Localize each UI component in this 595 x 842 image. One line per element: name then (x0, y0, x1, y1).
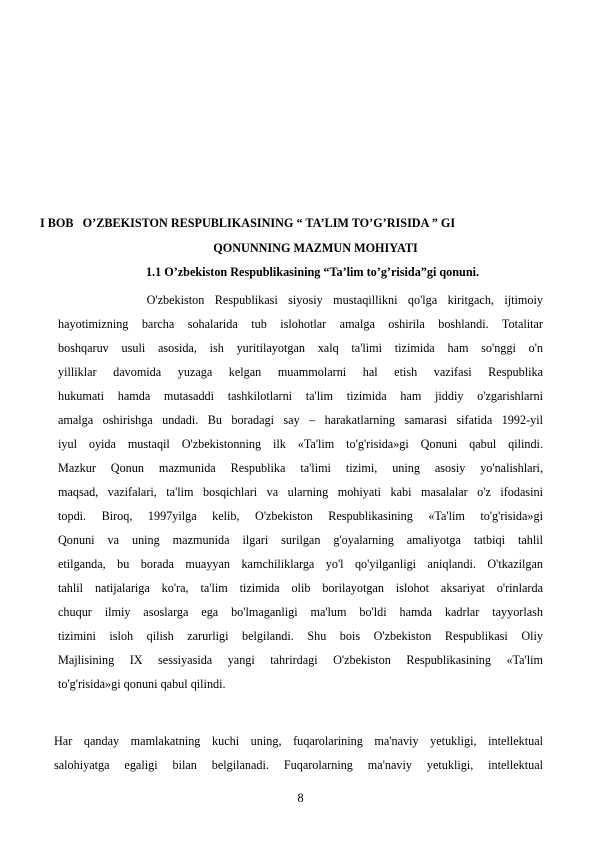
paragraph-line: iyul oyida mustaqil O'zbekistonning ilk «Ta'lim to'g'risida»gi Qonuni qabul qilindi. (58, 437, 543, 451)
paragraph-line: Qonuni va uning mazmunida ilgari surilgan g'oyalarning amaliyotga tatbiqi tahlil (58, 533, 543, 547)
paragraph-line: to'g'risida»gi qonuni qabul qilindi. (58, 677, 226, 691)
paragraph-line: amalga oshirishga undadi. Bu boradagi say – harakatlarning samarasi sifatida 1992-yil (58, 413, 543, 427)
page-number: 8 (297, 791, 304, 805)
paragraph-line: yilliklar davomida yuzaga kelgan muammolarni hal etish vazifasi Respublika (58, 365, 543, 379)
chapter-title-line-1: I BOB O’ZBEKISTON RESPUBLIKASINING “ TA’LIM TO’G’RISIDA ” GI (40, 216, 456, 230)
paragraph-line: tahlil natijalariga ko'ra, ta'lim tizimida olib borilayotgan islohot aksariyat o'rinlarda (58, 581, 543, 595)
paragraph-line: hukumati hamda mutasaddi tashkilotlarni ta'lim tizimida ham jiddiy o'zgarishlarni (58, 389, 543, 403)
section-heading: 1.1 O’zbekiston Respublikasining “Ta’lim to’g’risida”gi qonuni. (145, 265, 480, 279)
paragraph-line: Mazkur Qonun mazmunida Respublika ta'limi tizimi, uning asosiy yo'nalishlari, (58, 461, 543, 475)
chapter-title-line-2: QONUNNING MAZMUN MOHIYATI (213, 241, 418, 255)
paragraph-line: tizimini isloh qilish zarurligi belgilandi. Shu bois O'zbekiston Respublikasi Oliy (58, 629, 543, 643)
paragraph-line: topdi. Biroq, 1997yilga kelib, O'zbekiston Respublikasining «Ta'lim to'g'risida»gi (58, 509, 543, 523)
paragraph-line: etilganda, bu borada muayyan kamchiliklarga yo'l qo'yilganligi aniqlandi. O'tkazilgan (58, 557, 543, 571)
paragraph-line: maqsad, vazifalari, ta'lim bosqichlari va ularning mohiyati kabi masalalar o'z ifodasini (58, 485, 543, 499)
paragraph-line: chuqur ilmiy asoslarga ega bo'lmaganligi ma'lum bo'ldi hamda kadrlar tayyorlash (58, 605, 543, 619)
paragraph-line: hayotimizning barcha sohalarida tub islohotlar amalga oshirila boshlandi. Totalitar (58, 317, 543, 331)
body-paragraph-1 (58, 288, 543, 696)
paragraph-line: Majlisining IX sessiyasida yangi tahrirdagi O'zbekiston Respublikasining «Ta'lim (58, 653, 543, 667)
paragraph-line: salohiyatga egaligi bilan belgilanadi. Fuqarolarning ma'naviy yetukligi, intellektual (54, 758, 543, 772)
paragraph-line: O'zbekiston Respublikasi siyosiy mustaqillikni qo'lga kiritgach, ijtimoiy (58, 293, 543, 307)
paragraph-line: boshqaruv usuli asosida, ish yuritilayotgan xalq ta'limi tizimida ham so'nggi o'n (58, 341, 543, 355)
body-paragraph-2 (54, 729, 543, 777)
paragraph-line: Har qanday mamlakatning kuchi uning, fuqarolarining ma'naviy yetukligi, intellektual (54, 734, 543, 748)
